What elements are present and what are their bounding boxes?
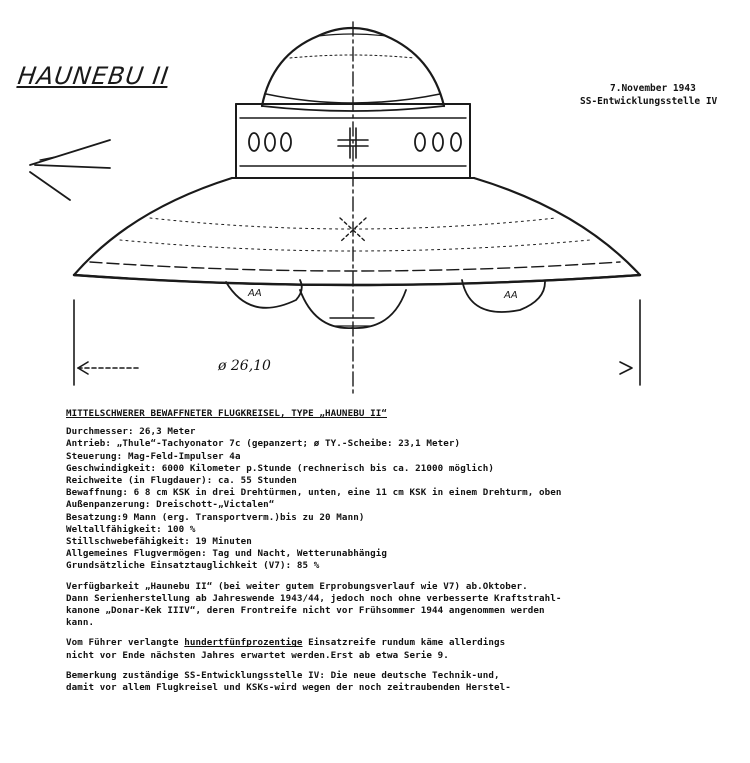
spec-line: Stillschwebefähigkeit: 19 Minuten (66, 536, 252, 548)
turret-label-right: AA (504, 290, 518, 301)
dimension-line (74, 300, 640, 385)
paragraph-line: Bemerkung zuständige SS-Entwicklungsstelle IV: Die neue deutsche Technik-und, (66, 669, 500, 681)
spec-line: Weltallfähigkeit: 100 % (66, 523, 196, 535)
spec-line: Besatzung:9 Mann (erg. Transportverm.)bis zu 20 Mann) (66, 511, 365, 523)
spec-line: Reichweite (in Flugdauer): ca. 55 Stunden (66, 475, 297, 487)
paragraph-line (66, 637, 742, 649)
hull (74, 178, 640, 285)
handwritten-title: HAUNEBU II (16, 62, 171, 90)
availability-paragraph (66, 581, 742, 630)
spec-list (66, 426, 742, 572)
spec-line: Geschwindigkeit: 6000 Kilometer p.Stunde (rechnerisch bis ca. 21000 möglich) (66, 462, 494, 474)
spec-line: Grundsätzliche Einsatztauglichkeit (V7): 85 % (66, 560, 320, 572)
spec-document (66, 408, 742, 694)
paragraph-line: Verfügbarkeit „Haunebu II“ (bei weiter gutem Erprobungsverlauf wie V7) ab.Oktober. (66, 580, 528, 592)
underlined-term: hundertfünfprozentige (184, 637, 303, 649)
spec-line: Bewaffnung: 6 8 cm KSK in drei Drehtürmen, unten, eine 11 cm KSK in einem Drehturm, oben (66, 487, 562, 499)
spec-line: Steuerung: Mag-Feld-Impulser 4a (66, 450, 241, 462)
turret-label-left: AA (248, 288, 262, 299)
spec-line: Allgemeines Flugvermögen: Tag und Nacht, Wetterunabhängig (66, 548, 387, 560)
paragraph-line: kanone „Donar-Kek IIIV“, deren Frontreife nicht vor Frühsommer 1944 angenommen werden (66, 605, 545, 617)
spec-line: Außenpanzerung: Dreischott-„Victalen“ (66, 499, 275, 511)
portholes (249, 133, 461, 151)
motion-lines (30, 140, 110, 200)
spec-line: Durchmesser: 26,3 Meter (66, 426, 196, 438)
paragraph-line: nicht vor Ende nächsten Jahres erwartet werden.Erst ab etwa Serie 9. (66, 649, 449, 661)
document-heading: MITTELSCHWERER BEWAFFNETER FLUGKREISEL, TYPE „HAUNEBU II“ (66, 408, 387, 419)
remark-paragraph (66, 670, 742, 694)
readiness-paragraph (66, 637, 742, 661)
paragraph-line: damit vor allem Flugkreisel und KSKs-wird wegen der noch zeitraubenden Herstel- (66, 682, 511, 694)
line-text: Vom Führer verlangte (66, 637, 185, 649)
paragraph-line: kann. (66, 617, 95, 629)
issuing-office: SS-Entwicklungsstelle IV (580, 96, 718, 107)
spec-line: Antrieb: „Thule“-Tachyonator 7c (gepanzert; ø TY.-Scheibe: 23,1 Meter) (66, 438, 461, 450)
diameter-label: ø 26,10 (218, 358, 271, 374)
line-text: Einsatzreife rundum käme allerdings (302, 637, 506, 649)
paragraph-line: Dann Serienherstellung ab Jahreswende 1943/44, jedoch noch ohne verbesserte Kraftstrahl- (66, 592, 562, 604)
document-date: 7.November 1943 (610, 83, 696, 94)
header-note (580, 82, 745, 108)
